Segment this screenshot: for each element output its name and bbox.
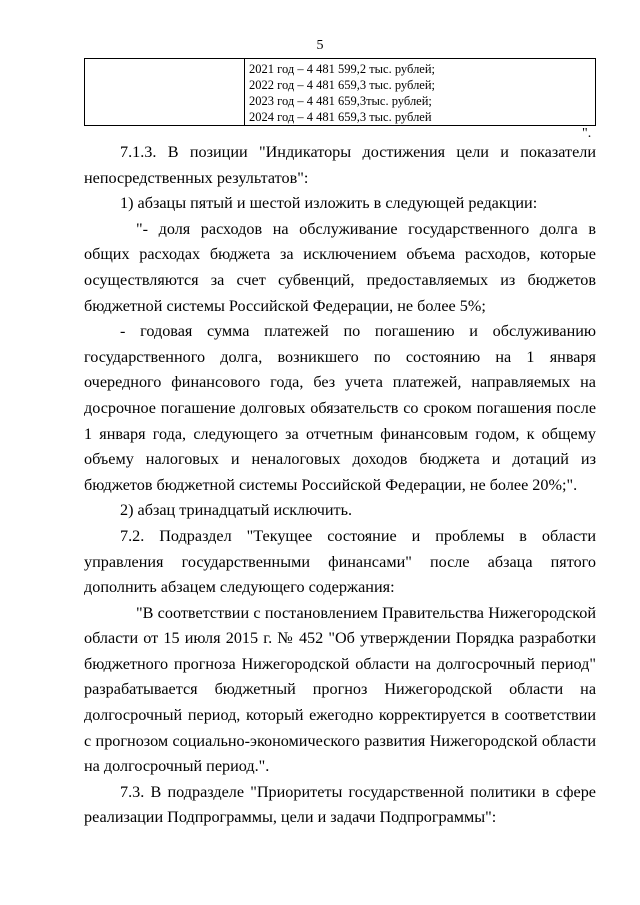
amount-line: 2022 год – 4 481 659,3 тыс. рублей; — [249, 78, 436, 92]
table-cell-amounts — [245, 59, 596, 126]
amount-line: 2023 год – 4 481 659,3тыс. рублей; — [249, 94, 432, 108]
paragraph: 1) абзацы пятый и шестой изложить в следующей редакции: — [120, 194, 538, 213]
continuation-table — [84, 58, 596, 126]
document-body — [84, 140, 596, 831]
table-row — [85, 59, 596, 126]
paragraph: 7.2. Подраздел "Текущее состояние и проблемы в области управления государственными финансами" после абзаца пятого дополнить абзацем следующего содержания: — [84, 526, 596, 597]
amount-line: 2021 год – 4 481 599,2 тыс. рублей; — [249, 62, 436, 76]
paragraph: "- доля расходов на обслуживание государственного долга в общих расходах бюджета за исключением объема расходов, которые осуществляются за счет субвенций, предоставляемых из бюджетов бюджетной системы Российской Федерации, не более 5%; — [84, 219, 596, 315]
paragraph: 2) абзац тринадцатый исключить. — [120, 501, 353, 520]
closing-quote: ". — [582, 126, 592, 141]
paragraph: - годовая сумма платежей по погашению и обслуживанию государственного долга, возникшего по состоянию на 1 января очередного финансового года, без учета платежей, направляемых на досрочное погашение долговых обязательств со сроком погашения после 1 января года, следующего за отчетным финансовым годом, к общему объему налоговых и неналоговых доходов бюджета и дотаций из бюджетов бюджетной системы Российской Федерации, не более 20%;". — [84, 322, 596, 494]
table-cell-empty — [85, 59, 245, 126]
paragraph: "В соответствии с постановлением Правительства Нижегородской области от 15 июля 2015 г. № 452 "Об утверждении Порядка разработки бюджетного прогноза Нижегородской области на долгосрочный период" разрабатывается бюджетный прогноз Нижегородской области на долгосрочный период, который ежегодно корректируется в соответствии с прогнозом социально-экономического развития Нижегородской области на долгосрочный период.". — [84, 603, 596, 776]
paragraph: 7.1.3. В позиции "Индикаторы достижения цели и показатели непосредственных результатов": — [84, 143, 596, 187]
page-number: 5 — [316, 38, 324, 53]
paragraph: 7.3. В подразделе "Приоритеты государственной политики в сфере реализации Подпрограммы, цели и задачи Подпрограммы": — [84, 782, 596, 827]
amount-line: 2024 год – 4 481 659,3 тыс. рублей — [249, 110, 432, 124]
